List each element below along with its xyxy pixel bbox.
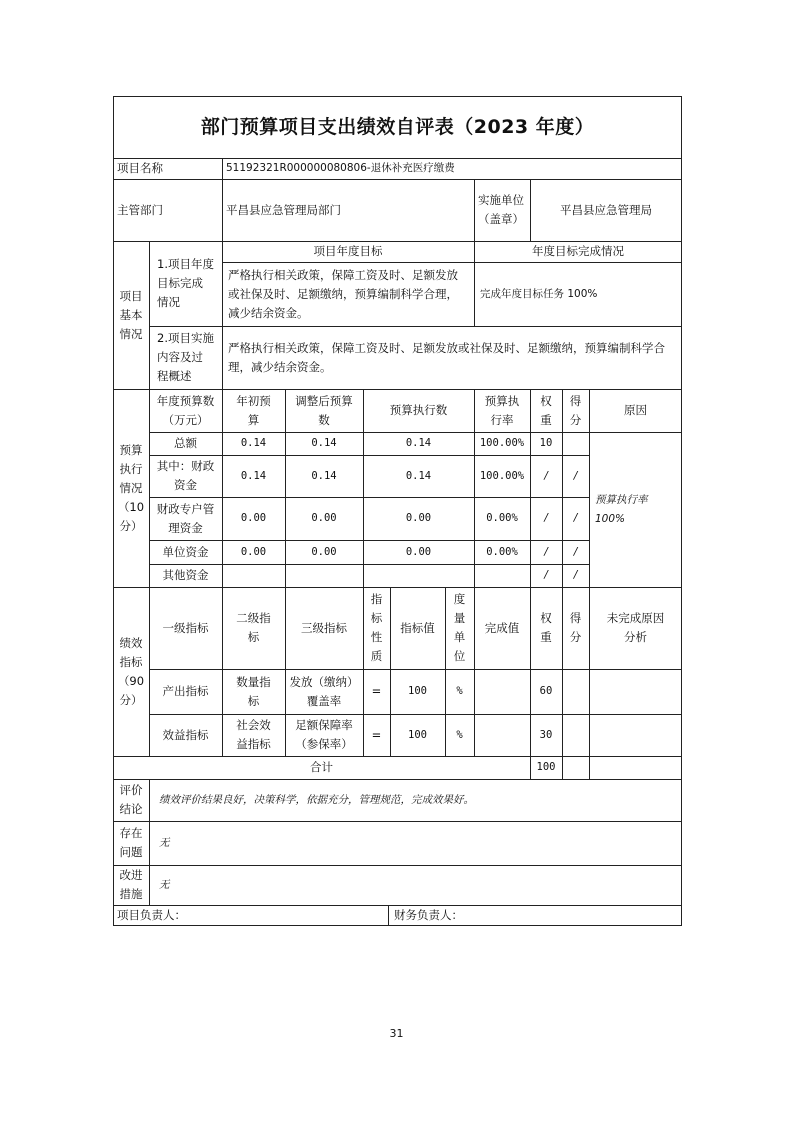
budget-rate: 0.00% [486, 545, 518, 558]
project-lead-label: 项目负责人： [117, 908, 186, 922]
dept-value: 平昌县应急管理局部门 [226, 202, 341, 217]
budget-weight: / [544, 545, 548, 558]
perf-level3: 足额保障率（参保率） [295, 718, 353, 751]
budget-section-label: 预算执行情况（10分） [117, 442, 145, 533]
page-number: 31 [389, 1027, 404, 1040]
basic-info-label: 项目基本情况 [119, 288, 143, 341]
budget-adjusted: 0.14 [311, 469, 337, 482]
budget-initial [222, 564, 285, 587]
budget-reason: 预算执行率100% [595, 493, 648, 525]
perf-header-actual: 完成值 [484, 620, 520, 635]
project-name-value: 51192321R000000080806-退休补充医疗缴费 [226, 162, 455, 174]
budget-score: / [573, 512, 578, 524]
budget-weight: / [544, 469, 548, 482]
perf-level1: 效益指标 [162, 727, 209, 742]
budget-row-label: 单位资金 [162, 544, 209, 559]
perf-actual [474, 714, 530, 756]
budget-header-initial: 年初预算 [236, 393, 271, 427]
budget-header-rate: 预算执行率 [484, 393, 520, 427]
budget-row-label: 其中：财政资金 [156, 459, 215, 492]
budget-weight: 10 [539, 437, 553, 449]
impl-unit-value: 平昌县应急管理局 [560, 202, 652, 217]
improve-text: 无 [159, 878, 170, 891]
perf-level2: 数量指标 [236, 674, 271, 708]
budget-header-reason: 原因 [624, 403, 647, 417]
budget-row-label: 其他资金 [162, 568, 209, 582]
completion-text: 完成年度目标任务 100% [480, 287, 598, 300]
perf-header-unit: 度量单位 [453, 592, 466, 663]
budget-header-executed: 预算执行数 [389, 403, 448, 417]
perf-header-weight: 权重 [540, 611, 552, 644]
budget-row-label: 财政专户管理资金 [156, 501, 215, 535]
perf-score [562, 669, 589, 714]
annual-goal-text: 严格执行相关政策，保障工资及时、足额发放或社保及时、足额缴纳，预算编制科学合理，减少结余资金。 [228, 267, 458, 320]
budget-adjusted: 0.00 [311, 512, 337, 524]
perf-unit: % [456, 728, 463, 741]
budget-adjusted: 0.00 [311, 545, 337, 558]
budget-header-weight: 权重 [540, 393, 552, 427]
impl-unit-label: 实施单位（盖章） [478, 193, 524, 226]
perf-unit: % [456, 685, 463, 697]
perf-actual [474, 669, 530, 714]
budget-executed: 0.00 [405, 545, 432, 558]
total-weight: 100 [536, 761, 556, 773]
perf-weight: 60 [539, 685, 553, 697]
budget-score [562, 432, 589, 455]
budget-weight: / [544, 569, 548, 581]
budget-row-label: 总额 [174, 436, 197, 450]
budget-header-score: 得分 [569, 393, 582, 427]
annual-goal-header: 项目年度目标 [313, 244, 383, 258]
perf-score [562, 714, 589, 756]
perf-header-reason: 未完成原因分析 [606, 611, 665, 644]
budget-executed: 0.00 [405, 512, 432, 524]
impl-text: 严格执行相关政策，保障工资及时、足额发放或社保及时、足额缴纳，预算编制科学合理，减少结余资金。 [228, 340, 665, 374]
budget-weight: / [544, 512, 548, 524]
budget-executed: 0.14 [405, 437, 432, 449]
budget-rate [474, 564, 530, 587]
perf-header-level3: 三级指标 [301, 620, 347, 635]
page-title: 部门预算项目支出绩效自评表（2023 年度） [200, 115, 595, 138]
perf-nature: = [371, 727, 382, 742]
budget-score: / [573, 569, 578, 581]
perf-header-nature: 指标性质 [370, 592, 383, 663]
evaluation-label: 评价结论 [119, 783, 143, 816]
finance-lead-label: 财务负责人： [394, 908, 463, 922]
perf-header-level2: 二级指标 [236, 611, 271, 644]
perf-nature: = [371, 684, 382, 698]
budget-initial: 0.00 [240, 512, 267, 524]
issues-text: 无 [159, 836, 170, 849]
perf-value: 100 [408, 685, 427, 697]
perf-weight: 30 [539, 728, 553, 741]
completion-header: 年度目标完成情况 [532, 244, 624, 258]
perf-level1: 产出指标 [162, 684, 209, 698]
perf-header-value: 指标值 [400, 620, 435, 635]
total-label: 合计 [310, 760, 333, 774]
budget-header-adjusted: 调整后预算数 [295, 393, 353, 427]
budget-initial: 0.00 [240, 545, 267, 558]
budget-score: / [573, 545, 578, 558]
budget-initial: 0.14 [240, 437, 267, 449]
budget-initial: 0.14 [240, 469, 267, 482]
budget-score: / [573, 469, 578, 482]
impl-section-label: 2.项目实施内容及过程概述 [157, 331, 214, 383]
budget-executed: 0.14 [405, 469, 432, 482]
perf-section-label: 绩效指标（90分） [117, 635, 145, 707]
budget-adjusted: 0.14 [311, 437, 337, 449]
budget-rate: 100.00% [479, 437, 525, 449]
perf-level3: 发放（缴纳）覆盖率 [289, 674, 359, 708]
project-name-label: 项目名称 [117, 161, 163, 175]
budget-rate: 100.00% [479, 469, 525, 482]
budget-adjusted [285, 564, 363, 587]
dept-label: 主管部门 [117, 202, 163, 217]
perf-header-level1: 一级指标 [162, 620, 209, 635]
goal-section-label: 1.项目年度目标完成情况 [157, 257, 214, 309]
improve-label: 改进措施 [119, 868, 143, 901]
perf-reason [589, 714, 682, 756]
perf-value: 100 [408, 728, 427, 741]
evaluation-text: 绩效评价结果良好，决策科学，依据充分，管理规范，完成效果好。 [159, 793, 474, 806]
budget-rate: 0.00% [486, 512, 518, 524]
budget-header-year: 年度预算数（万元） [156, 393, 215, 427]
perf-header-score: 得分 [569, 611, 582, 644]
perf-reason [589, 669, 682, 714]
evaluation-table [113, 96, 682, 926]
perf-level2: 社会效益指标 [236, 718, 271, 751]
issues-label: 存在问题 [119, 826, 143, 859]
budget-executed [363, 564, 474, 587]
